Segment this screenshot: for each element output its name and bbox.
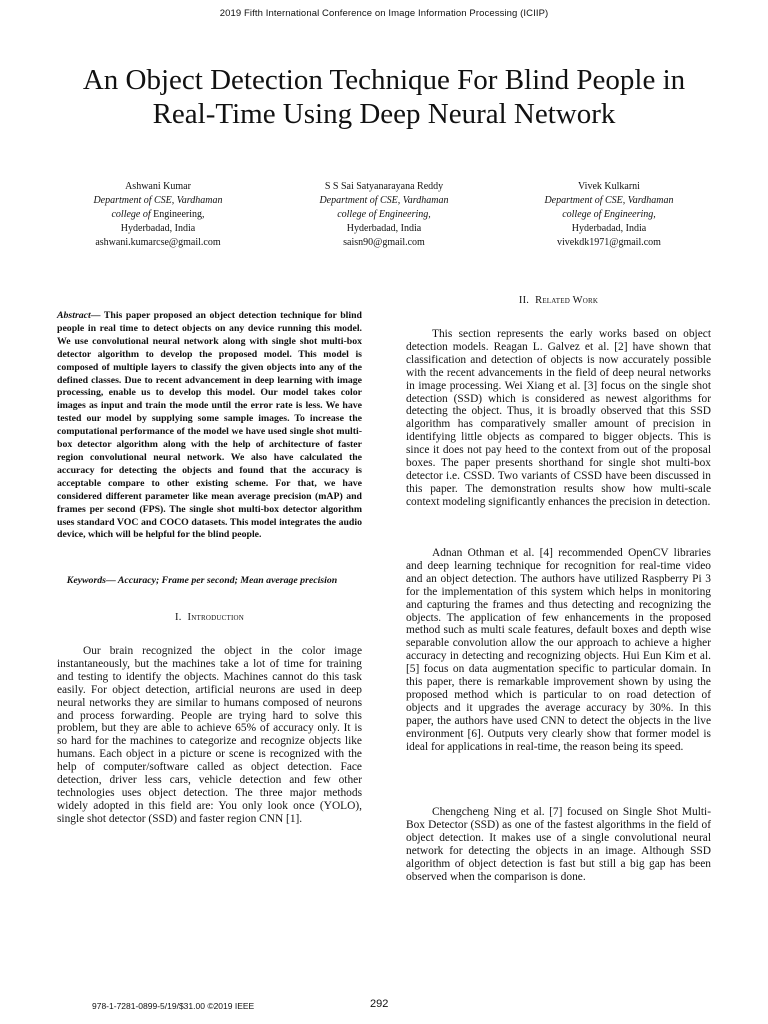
footer-isbn: 978-1-7281-0899-5/19/$31.00 ©2019 IEEE [92, 1001, 255, 1011]
author-block-2 [279, 180, 489, 250]
intro-paragraph-1: Our brain recognized the object in the color image instantaneously, but the machines take a lot of time for training and testing to identify the objects. Machines cannot do this task easily. For object detection, artificial neurons are used in deep neural networks they are similar to humans composed of neurons and process forwarding. People are trying hard to solve this problem, but they are able to achieve 65% of accuracy only. It is so hard for the machines to categorize and recognize objects like humans. Each object in a picture or scene is recognized with the help of computer/software called as object detection. Face detection, driver less cars, vehicle detection and few other technologies uses object detection. The three major methods widely adopted in this field are: You only look once (YOLO), single shot detector (SSD) and faster region CNN [1]. [57, 645, 362, 825]
author-block-1 [53, 180, 263, 250]
section-title: Introduction [187, 612, 244, 623]
related-paragraph-2: Adnan Othman et al. [4] recommended OpenCV libraries and deep learning technique for recognition for real-time video and an object detection. The authors have utilized Raspberry Pi 3 for the implementation of this system which helps in monitoring and capturing the frames and thus detecting and recognizing the objects. The application of few enhancements in the proposed method such as multi scale features, default boxes and depth wise separable convolution allow the our approach to achieve a higher accuracy in detecting and recognizing objects. Hui Eun Kim et al. [5] focus on data augmentation specific to particular domain. In this paper, there is remarkable improvement shown by using the proposed method which is particular to on road detection of objects and it upgrades the average accuracy by 30%. In this paper, the authors have used CNN to detect the objects in the live environment [6]. Outputs very clearly show that former model is ideal for applications in real-time, the reason being its speed. [406, 547, 711, 753]
author-affiliation: college of Engineering, [337, 209, 431, 220]
title-line-1: An Object Detection Technique For Blind People in [82, 64, 686, 96]
related-paragraph-3: Chengcheng Ning et al. [7] focused on Single Shot Multi-Box Detector (SSD) as one of the fastest algorithms in the field of object detection. It makes use of a single convolutional neural network for detecting the objects in an image. Although SSD algorithm of object detection is fast but still a big gap has been observed when the comparison is done. [406, 806, 711, 883]
paper-title [30, 63, 738, 131]
section-heading-related-work [406, 295, 711, 306]
section-title: Related Work [535, 295, 599, 306]
section-heading-introduction [57, 612, 362, 623]
author-location: Hyderbadad, India [346, 223, 422, 234]
author-affiliation: Department of CSE, Vardhaman [319, 195, 449, 206]
related-paragraph-1: This section represents the early works based on object detection models. Reagan L. Galvez et al. [2] have shown that classification and detection of objects is now accurately possible with the recent advancements in the field of deep neural networks in image processing. Wei Xiang et al. [3] focus on the single shot detection (SSD) which is considered as newest algorithms for detecting the object. Thus, it is broadly observed that this SSD algorithm has comparatively smaller amount of precision in identifying little objects as compared to bigger objects. This is since it does not pay heed to the context from out of the proposal boxes. The paper presents shorthand for single shot multi-box detector i.e. CSSD. Two variants of CSSD have been discussed in this paper. The demonstration results show how multi-scale context modeling significantly enhances the precision in detection. [406, 328, 711, 508]
author-affiliation: Department of CSE, Vardhaman [544, 195, 674, 206]
author-email: vivekdk1971@gmail.com [557, 237, 661, 248]
author-block-3 [504, 180, 714, 250]
abstract-lead: Abstract— [57, 310, 101, 321]
author-affiliation: college of Engineering, [111, 209, 205, 220]
keywords [57, 575, 362, 588]
author-name: Ashwani Kumar [125, 181, 191, 192]
section-number: I. [175, 612, 182, 623]
author-location: Hyderbadad, India [571, 223, 647, 234]
section-number: II. [518, 295, 530, 306]
conference-header: 2019 Fifth International Conference on Image Information Processing (ICIIP) [219, 8, 549, 19]
keywords-lead: Keywords— [66, 575, 116, 586]
keywords-text: Accuracy; Frame per second; Mean average precision [115, 575, 338, 586]
author-name: S S Sai Satyanarayana Reddy [324, 181, 444, 192]
author-location: Hyderbadad, India [120, 223, 196, 234]
author-affiliation: Department of CSE, Vardhaman [93, 195, 223, 206]
title-line-2: Real-Time Using Deep Neural Network [152, 98, 616, 130]
page-number: 292 [370, 998, 389, 1010]
author-email: saisn90@gmail.com [343, 237, 425, 248]
abstract [57, 310, 362, 542]
author-email: ashwani.kumarcse@gmail.com [95, 237, 221, 248]
abstract-text: This paper proposed an object detection technique for blind people in real time to detect objects on any device running this model. We use convolutional neural network along with single shot multi-box detector algorithm to develop the proposed model. This model is composed of multiple layers to classify the given objects into any of the defined classes. Due to recent advancement in deep learning with image processing, enable us to develop this model. Our model takes color images as input and train the mode until the error rate is less. We have tested our model by supplying some sample images. To increase the computational performance of the model we have used single shot multi-box detector algorithm along with the help of architecture of faster region convolutional neural network. We also have calculated the accuracy for detecting the objects and found that the accuracy is acceptable compare to other existing scheme. For that, we have considered different parameter like mean average precision (mAP) and frames per second (FPS). The single shot multi-box detector algorithm uses standard VOC and COCO datasets. This model integrates the audio device, which will be helpful for the blind people. [57, 310, 362, 541]
author-affiliation: college of Engineering, [562, 209, 656, 220]
author-name: Vivek Kulkarni [578, 181, 640, 192]
